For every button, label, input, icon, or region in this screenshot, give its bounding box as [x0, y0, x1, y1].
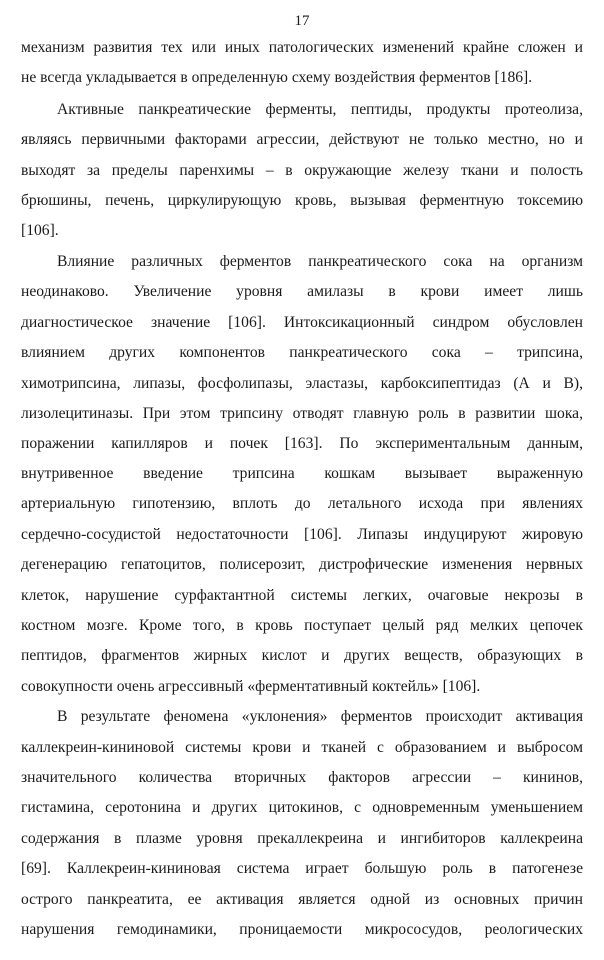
text-line: являясь первичными факторами агрессии, действуют не только местно, но и [21, 131, 583, 148]
page-number: 17 [294, 13, 310, 29]
text-line: артериальную гипотензию, вплоть до летального исхода при явлениях [21, 495, 583, 512]
text-line: не всегда укладывается в определенную схему воздействия ферментов [186]. [21, 69, 533, 86]
text-line: брюшины, печень, циркулирующую кровь, вызывая ферментную токсемию [21, 192, 583, 209]
text-line: лизолецитиназы. При этом трипсину отводят главную роль в развитии шока, [21, 405, 583, 422]
text-line: химотрипсина, липазы, фосфолипазы, эластазы, карбоксипептидаз (А и В), [21, 375, 583, 392]
text-line: содержания в плазме уровня прекаллекреина и ингибиторов каллекреина [21, 830, 583, 847]
text-line: нарушения гемодинамики, проницаемости микрососудов, реологических [21, 921, 583, 938]
text-line: совокупности очень агрессивный «ферментативный коктейль» [106]. [21, 678, 481, 695]
text-line: В результате феномена «уклонения» ферментов происходит активация [57, 708, 583, 725]
text-line: дегенерацию гепатоцитов, полисерозит, дистрофические изменения нервных [21, 556, 583, 573]
text-line: неодинаково. Увеличение уровня амилазы в крови имеет лишь [21, 283, 583, 300]
text-line: поражении капилляров и почек [163]. По экспериментальным данным, [21, 435, 583, 452]
text-line: выходят за пределы паренхимы – в окружающие железу ткани и полость [21, 162, 583, 179]
text-line: острого панкреатита, ее активация является одной из основных причин [21, 891, 583, 908]
text-line: клеток, нарушение сурфактантной системы легких, очаговые некрозы в [21, 587, 583, 604]
text-line: Активные панкреатические ферменты, пептиды, продукты протеолиза, [57, 101, 583, 118]
text-line: диагностическое значение [106]. Интоксикационный синдром обусловлен [21, 314, 583, 331]
text-line: каллекреин-кининовой системы крови и тканей с образованием и выбросом [21, 739, 583, 756]
text-line: Влияние различных ферментов панкреатического сока на организм [57, 253, 583, 270]
text-line: внутривенное введение трипсина кошкам вызывает выраженную [21, 465, 583, 482]
text-line: значительного количества вторичных факторов агрессии – кининов, [21, 769, 583, 786]
text-line: сердечно-сосудистой недостаточности [106]. Липазы индуцируют жировую [21, 526, 583, 543]
text-line: механизм развития тех или иных патологических изменений крайне сложен и [21, 39, 583, 56]
text-line: костном мозге. Кроме того, в кровь поступает целый ряд мелких цепочек [21, 617, 583, 634]
text-line: [69]. Каллекреин-кининовая система играет большую роль в патогенезе [21, 860, 583, 877]
text-line: пептидов, фрагментов жирных кислот и других веществ, образующих в [21, 647, 583, 664]
text-line: гистамина, серотонина и других цитокинов, с одновременным уменьшением [21, 799, 583, 816]
text-line: [106]. [21, 222, 59, 239]
text-line: влиянием других компонентов панкреатического сока – трипсина, [21, 344, 583, 361]
